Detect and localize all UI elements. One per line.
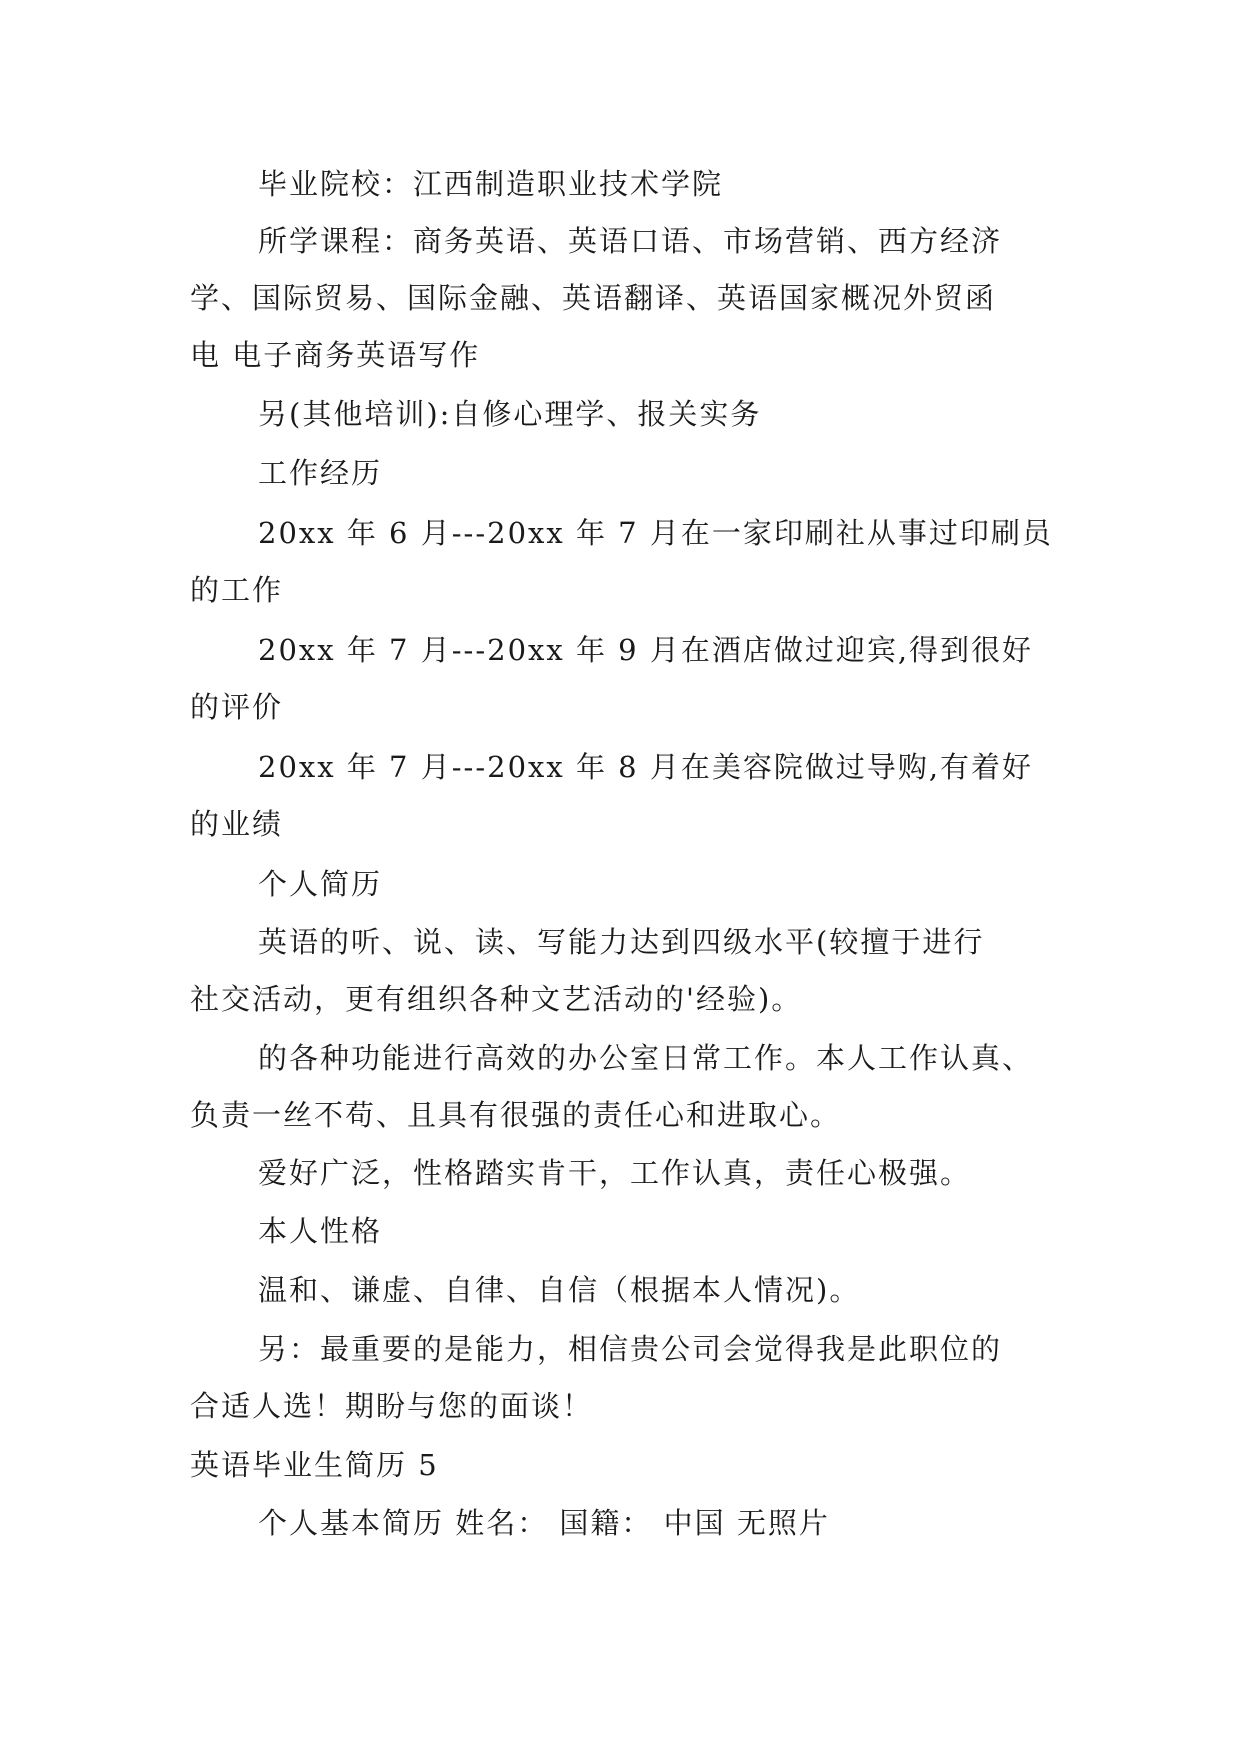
- english-ability-line-2: 社交活动，更有组织各种文艺活动的'经验)。: [190, 982, 803, 1016]
- closing-line-2: 合适人选！期盼与您的面谈！: [190, 1389, 594, 1423]
- work-item-3-line-1: 20xx 年 7 月---20xx 年 8 月在美容院做过导购,有着好: [258, 750, 1034, 784]
- personality-heading: 本人性格: [258, 1214, 383, 1248]
- personality-line: 温和、谦虚、自律、自信（根据本人情况)。: [258, 1273, 861, 1307]
- personal-resume-heading: 个人简历: [258, 867, 383, 901]
- basic-info-line: 个人基本简历 姓名： 国籍： 中国 无照片: [258, 1506, 830, 1540]
- closing-line-1: 另：最重要的是能力，相信贵公司会觉得我是此职位的: [258, 1332, 1003, 1366]
- work-experience-heading: 工作经历: [258, 456, 383, 490]
- school-line: 毕业院校：江西制造职业技术学院: [258, 167, 724, 201]
- office-work-line-2: 负责一丝不苟、且具有很强的责任心和进取心。: [190, 1098, 842, 1132]
- office-work-line-1: 的各种功能进行高效的办公室日常工作。本人工作认真、: [258, 1041, 1034, 1075]
- courses-line-2: 学、国际贸易、国际金融、英语翻译、英语国家概况外贸函: [190, 281, 997, 315]
- section-title: 英语毕业生简历 5: [190, 1448, 439, 1482]
- english-ability-line-1: 英语的听、说、读、写能力达到四级水平(较擅于进行: [258, 925, 985, 959]
- work-item-2-line-2: 的评价: [190, 690, 284, 724]
- other-training-line: 另(其他培训):自修心理学、报关实务: [258, 397, 762, 431]
- courses-line-1: 所学课程：商务英语、英语口语、市场营销、西方经济: [258, 224, 1003, 258]
- courses-line-3: 电 电子商务英语写作: [190, 338, 481, 372]
- hobbies-line: 爱好广泛，性格踏实肯干，工作认真，责任心极强。: [258, 1156, 972, 1190]
- work-item-3-line-2: 的业绩: [190, 807, 284, 841]
- work-item-2-line-1: 20xx 年 7 月---20xx 年 9 月在酒店做过迎宾,得到很好: [258, 633, 1034, 667]
- work-item-1-line-2: 的工作: [190, 573, 284, 607]
- work-item-1-line-1: 20xx 年 6 月---20xx 年 7 月在一家印刷社从事过印刷员: [258, 516, 1053, 550]
